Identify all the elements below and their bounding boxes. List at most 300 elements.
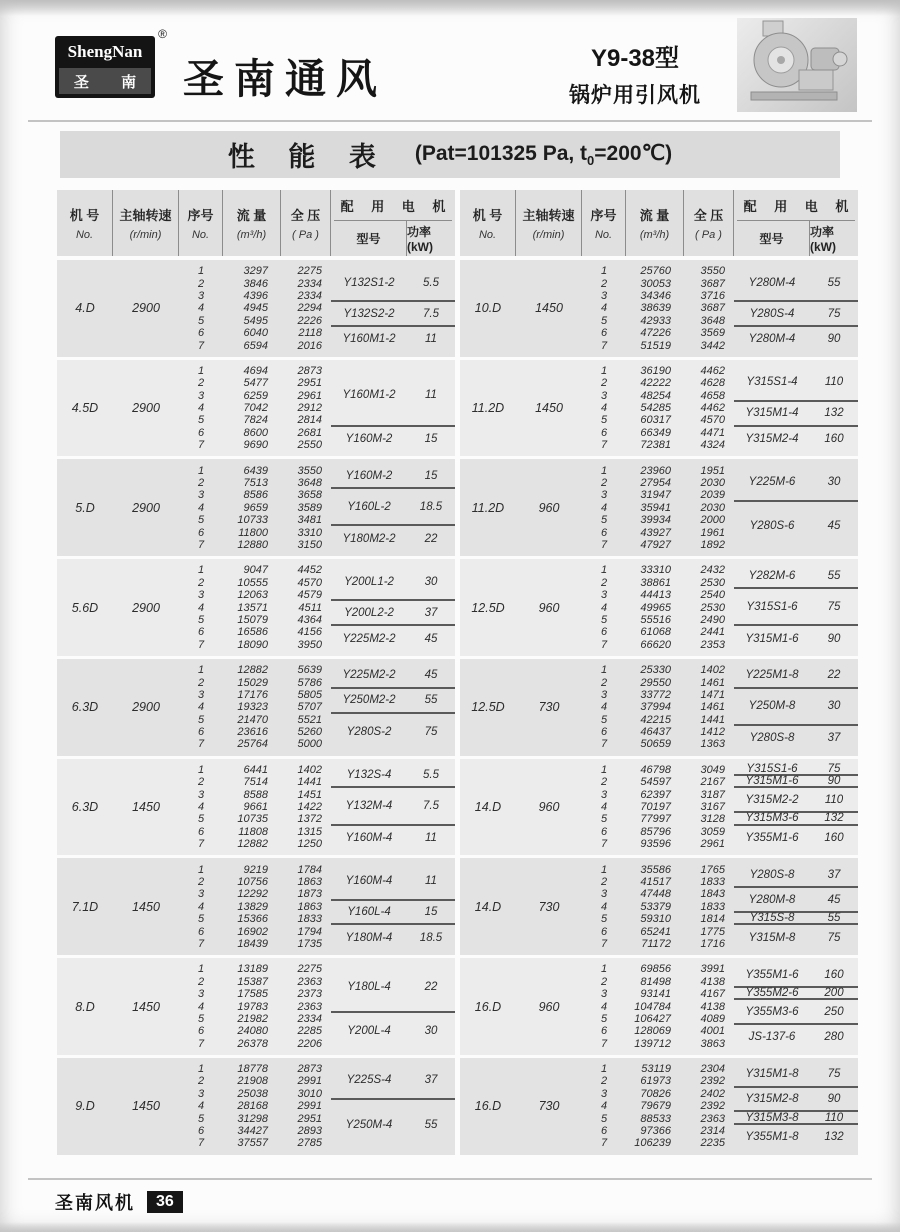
row-pressure: 3128: [700, 813, 725, 826]
row-seq: 3: [600, 289, 608, 302]
row-flow: 53379: [640, 900, 671, 913]
row-pressure: 2363: [297, 975, 322, 988]
row-flow: 88533: [640, 1112, 671, 1125]
machine-no: 4.D: [75, 301, 95, 316]
machine-no: 11.2D: [471, 401, 505, 416]
row-pressure: 2334: [297, 277, 322, 290]
motor-power: 30: [810, 464, 858, 501]
row-flow: 7042: [243, 402, 268, 415]
row-seq: 6: [600, 925, 608, 938]
page-title: 圣南通风: [183, 56, 387, 102]
motor-model: JS-137-6: [748, 1031, 796, 1044]
row-flow: 54285: [640, 402, 671, 415]
motor-model: Y225M-6: [734, 464, 810, 501]
row-seq: 5: [197, 514, 205, 527]
col-header-speed: 主轴转速 (r/min): [516, 190, 582, 256]
motor-power: 37: [827, 732, 841, 745]
motor-model: Y315M2-4: [745, 433, 799, 446]
row-pressure: 2039: [700, 489, 725, 502]
row-seq: 3: [197, 888, 205, 901]
motor-model: Y250M-4: [345, 1118, 393, 1131]
row-seq: 7: [197, 1137, 205, 1150]
motor-model: Y200L2-2: [331, 601, 407, 626]
machine-no: 5.6D: [71, 600, 99, 615]
row-seq: 5: [600, 1012, 608, 1025]
row-pressure: 4570: [700, 414, 725, 427]
row-seq: 1: [600, 364, 608, 377]
performance-title-bar: [60, 131, 840, 178]
row-pressure: 3150: [297, 539, 322, 551]
row-seq: 3: [600, 788, 608, 801]
row-seq: 7: [600, 838, 608, 851]
row-pressure: 1765: [700, 863, 725, 876]
row-pressure: 3648: [700, 314, 725, 327]
row-flow: 13571: [237, 601, 268, 614]
row-seq: 5: [197, 414, 205, 427]
motor-power: 11: [407, 863, 455, 900]
row-pressure: 1833: [297, 913, 322, 926]
row-pressure: 3687: [700, 302, 725, 315]
row-seq: 6: [600, 327, 608, 340]
row-pressure: 1735: [297, 937, 322, 950]
row-seq: 2: [197, 975, 205, 988]
row-pressure: 3569: [700, 327, 725, 340]
row-flow: 10733: [237, 514, 268, 527]
row-seq: 3: [600, 389, 608, 402]
row-pressure: 4324: [700, 439, 725, 452]
row-pressure: 1441: [297, 776, 322, 789]
row-pressure: 1843: [700, 888, 725, 901]
row-seq: 3: [600, 1087, 608, 1100]
motor-power: 18.5: [407, 489, 455, 526]
shaft-speed: 1450: [535, 401, 563, 416]
row-flow: 34427: [237, 1125, 268, 1138]
row-flow: 31298: [237, 1112, 268, 1125]
table-header: [57, 190, 455, 256]
row-seq: 7: [600, 1137, 608, 1150]
row-seq: 7: [197, 937, 205, 950]
table-section: [460, 1058, 858, 1155]
row-flow: 35586: [640, 863, 671, 876]
row-flow: 66620: [640, 638, 671, 651]
row-flow: 60317: [640, 414, 671, 427]
row-pressure: 5639: [297, 664, 322, 677]
row-seq: 1: [197, 265, 205, 278]
col-header-motor-power: 功率(kW): [810, 225, 836, 254]
motor-model: Y280M-4: [748, 333, 796, 346]
motor-power: 30: [810, 689, 858, 726]
machine-no: 8.D: [75, 999, 95, 1014]
row-flow: 10555: [237, 576, 268, 589]
row-seq: 5: [600, 314, 608, 327]
row-seq: 7: [197, 339, 205, 352]
row-flow: 7824: [243, 414, 268, 427]
row-pressure: 2432: [700, 564, 725, 577]
row-seq: 1: [600, 664, 608, 677]
row-flow: 15387: [237, 975, 268, 988]
row-pressure: 2392: [700, 1100, 725, 1113]
row-pressure: 1412: [700, 726, 725, 739]
motor-power: 250: [810, 1000, 858, 1025]
row-pressure: 4138: [700, 1000, 725, 1013]
row-flow: 9219: [243, 863, 268, 876]
row-seq: 5: [600, 613, 608, 626]
row-seq: 4: [197, 302, 205, 315]
row-flow: 33772: [640, 688, 671, 701]
row-seq: 2: [197, 576, 205, 589]
table-section: [57, 958, 455, 1055]
row-flow: 13189: [237, 963, 268, 976]
motor-power: 132: [810, 402, 858, 427]
row-flow: 25760: [640, 265, 671, 278]
row-seq: 2: [600, 1075, 608, 1088]
motor-power: 55: [810, 265, 858, 302]
motor-power: 18.5: [419, 931, 443, 944]
row-flow: 59310: [640, 913, 671, 926]
row-flow: 4694: [243, 364, 268, 377]
header-divider: [28, 120, 872, 122]
performance-table-left: [57, 190, 455, 1158]
shaft-speed: 1450: [535, 301, 563, 316]
row-flow: 9659: [243, 501, 268, 514]
product-subtitle: 锅炉用引风机: [569, 84, 701, 107]
row-pressure: 2530: [700, 601, 725, 614]
row-pressure: 1471: [700, 688, 725, 701]
row-flow: 33310: [640, 564, 671, 577]
row-flow: 44413: [640, 589, 671, 602]
row-seq: 7: [197, 1037, 205, 1050]
col-header-machine: 机 号 No.: [57, 190, 113, 256]
row-pressure: 2550: [297, 439, 322, 452]
row-flow: 139712: [634, 1037, 671, 1050]
row-pressure: 1833: [700, 875, 725, 888]
row-pressure: 2530: [700, 576, 725, 589]
row-flow: 37557: [237, 1137, 268, 1150]
row-flow: 69856: [640, 963, 671, 976]
row-flow: 25764: [237, 738, 268, 751]
row-flow: 18090: [237, 638, 268, 651]
row-seq: 2: [600, 975, 608, 988]
row-flow: 4396: [243, 289, 268, 302]
motor-model: Y225M2-2: [342, 632, 396, 645]
row-flow: 81498: [640, 975, 671, 988]
motor-model: Y315M1-4: [734, 402, 810, 427]
motor-model: Y180M-4: [345, 931, 393, 944]
row-flow: 37994: [640, 701, 671, 714]
row-flow: 61973: [640, 1075, 671, 1088]
row-pressure: 1250: [297, 838, 322, 851]
motor-model: Y315S-8: [734, 913, 810, 925]
row-pressure: 1794: [297, 925, 322, 938]
row-flow: 8600: [243, 426, 268, 439]
row-seq: 5: [600, 514, 608, 527]
row-flow: 28168: [237, 1100, 268, 1113]
table-section: [460, 858, 858, 955]
row-pressure: 4511: [298, 601, 322, 614]
row-pressure: 1402: [297, 763, 322, 776]
row-flow: 6594: [243, 339, 268, 352]
row-flow: 54597: [640, 776, 671, 789]
row-flow: 5495: [243, 314, 268, 327]
row-pressure: 1833: [700, 900, 725, 913]
motor-power: 55: [810, 913, 858, 925]
row-pressure: 2540: [700, 589, 725, 602]
brand-logo-latin: ShengNan: [67, 42, 143, 62]
row-flow: 47927: [640, 539, 671, 551]
motor-power: 110: [810, 788, 858, 813]
row-seq: 7: [197, 638, 205, 651]
row-seq: 5: [197, 1112, 205, 1125]
table-section: [57, 559, 455, 656]
machine-no: 12.5D: [471, 700, 505, 715]
row-seq: 7: [600, 539, 608, 551]
row-pressure: 2392: [700, 1075, 725, 1088]
row-seq: 2: [197, 776, 205, 789]
row-seq: 7: [600, 937, 608, 950]
row-seq: 3: [600, 688, 608, 701]
machine-no: 4.5D: [71, 401, 99, 416]
motor-power: 75: [424, 726, 438, 739]
row-pressure: 1461: [700, 676, 725, 689]
motor-model: Y280S-8: [734, 863, 810, 888]
row-pressure: 3049: [700, 763, 725, 776]
table-section: [57, 260, 455, 357]
row-flow: 23616: [237, 726, 268, 739]
row-flow: 79679: [640, 1100, 671, 1113]
motor-model: Y132S-4: [331, 764, 407, 789]
row-pressure: 3658: [297, 489, 322, 502]
row-seq: 1: [600, 564, 608, 577]
row-pressure: 2912: [297, 402, 322, 415]
row-seq: 4: [197, 801, 205, 814]
row-seq: 4: [600, 501, 608, 514]
row-flow: 17176: [237, 688, 268, 701]
row-seq: 4: [600, 900, 608, 913]
performance-table-right: [460, 190, 858, 1158]
motor-power: 45: [424, 632, 438, 645]
row-pressure: 4364: [297, 613, 322, 626]
row-flow: 36190: [640, 364, 671, 377]
row-pressure: 3950: [297, 638, 322, 651]
row-pressure: 3167: [700, 801, 725, 814]
row-seq: 6: [600, 426, 608, 439]
col-header-flow: 流 量 (m³/h): [626, 190, 684, 256]
shaft-speed: 1450: [132, 800, 160, 815]
motor-power: 15: [407, 901, 455, 926]
row-flow: 104784: [634, 1000, 671, 1013]
table-section: [57, 459, 455, 556]
motor-power: 75: [810, 589, 858, 626]
row-seq: 2: [197, 277, 205, 290]
shaft-speed: 730: [538, 1099, 560, 1114]
row-pressure: 2016: [297, 339, 322, 352]
machine-no: 14.D: [474, 800, 502, 815]
row-flow: 77997: [640, 813, 671, 826]
row-pressure: 1892: [700, 539, 725, 551]
motor-model: Y280S-4: [734, 302, 810, 327]
row-flow: 4945: [243, 302, 268, 315]
row-flow: 38861: [640, 576, 671, 589]
row-seq: 1: [600, 763, 608, 776]
row-pressure: 1775: [700, 925, 725, 938]
motor-power: 280: [824, 1031, 844, 1044]
row-seq: 7: [600, 738, 608, 751]
motor-power: 55: [424, 1118, 438, 1131]
performance-title: 性 能 表: [227, 142, 389, 172]
row-pressure: 2275: [297, 963, 322, 976]
row-pressure: 1363: [700, 738, 725, 751]
col-header-flow: 流 量 (m³/h): [223, 190, 281, 256]
col-header-seq: 序号 No.: [582, 190, 626, 256]
motor-model: Y160M-4: [331, 863, 407, 900]
motor-model: Y132M-4: [331, 788, 407, 825]
page-number: 36: [147, 1191, 183, 1213]
row-flow: 49965: [640, 601, 671, 614]
motor-model: Y132S1-2: [331, 265, 407, 302]
motor-power: 90: [827, 333, 841, 346]
row-pressure: 1873: [297, 888, 322, 901]
row-seq: 3: [600, 489, 608, 502]
row-seq: 5: [197, 713, 205, 726]
row-pressure: 2226: [297, 314, 322, 327]
table-header: [460, 190, 858, 256]
row-flow: 21982: [237, 1012, 268, 1025]
row-seq: 1: [197, 364, 205, 377]
row-flow: 26378: [237, 1037, 268, 1050]
machine-no: 16.D: [474, 1099, 502, 1114]
shaft-speed: 2900: [132, 600, 160, 615]
row-seq: 4: [600, 601, 608, 614]
motor-model: Y250M2-2: [331, 689, 407, 714]
row-flow: 24080: [237, 1025, 268, 1038]
motor-model: Y280S-8: [749, 732, 795, 745]
row-flow: 128069: [634, 1025, 671, 1038]
shaft-speed: 2900: [132, 401, 160, 416]
motor-model: Y282M-6: [734, 564, 810, 589]
row-flow: 72381: [640, 439, 671, 452]
row-seq: 3: [197, 289, 205, 302]
col-header-motor-power: 功率(kW): [407, 225, 433, 254]
row-pressure: 3550: [297, 464, 322, 477]
table-section: [460, 459, 858, 556]
row-seq: 6: [600, 825, 608, 838]
motor-power: 30: [407, 564, 455, 601]
test-conditions: (Pat=101325 Pa, $t_0=200℃$): [414, 141, 673, 169]
motor-model: Y225M1-8: [734, 664, 810, 689]
row-pressure: 2363: [297, 1000, 322, 1013]
row-seq: 5: [197, 913, 205, 926]
motor-power: 7.5: [407, 302, 455, 327]
row-pressure: 2402: [700, 1087, 725, 1100]
motor-power: 90: [827, 632, 841, 645]
row-seq: 2: [197, 875, 205, 888]
row-pressure: 4138: [700, 975, 725, 988]
footer: [55, 1189, 183, 1215]
row-pressure: 1315: [297, 825, 322, 838]
row-seq: 6: [197, 1025, 205, 1038]
machine-no: 5.D: [75, 500, 95, 515]
motor-power: 75: [810, 764, 858, 776]
row-pressure: 2873: [297, 1063, 322, 1076]
row-seq: 4: [600, 1100, 608, 1113]
row-pressure: 2353: [700, 638, 725, 651]
row-seq: 7: [197, 838, 205, 851]
row-flow: 7513: [243, 477, 268, 490]
table-section: [460, 759, 858, 856]
row-pressure: 5260: [297, 726, 322, 739]
motor-model: Y160M-2: [345, 433, 393, 446]
row-flow: 9661: [243, 801, 268, 814]
machine-no: 14.D: [474, 899, 502, 914]
row-seq: 4: [197, 900, 205, 913]
row-pressure: 3481: [297, 514, 322, 527]
row-seq: 7: [600, 439, 608, 452]
row-flow: 6439: [243, 464, 268, 477]
fan-illustration: [737, 18, 857, 112]
row-flow: 53119: [641, 1063, 671, 1076]
row-pressure: 2490: [700, 613, 725, 626]
row-flow: 19783: [237, 1000, 268, 1013]
table-section: [57, 659, 455, 756]
motor-power: 55: [810, 564, 858, 589]
row-seq: 2: [197, 676, 205, 689]
motor-model: Y160M-2: [331, 464, 407, 489]
row-pressure: 2991: [297, 1100, 322, 1113]
row-pressure: 5707: [297, 701, 322, 714]
row-seq: 6: [197, 1125, 205, 1138]
row-seq: 2: [600, 377, 608, 390]
product-model: Y9-38型: [590, 45, 680, 72]
table-section: [57, 858, 455, 955]
motor-model: Y355M1-6: [745, 832, 799, 845]
motor-power: 200: [810, 988, 858, 1000]
machine-no: 12.5D: [471, 600, 505, 615]
row-flow: 47226: [640, 327, 671, 340]
motor-model: Y225S-4: [331, 1063, 407, 1100]
row-seq: 4: [600, 402, 608, 415]
row-seq: 3: [600, 888, 608, 901]
row-flow: 55516: [640, 613, 671, 626]
row-seq: 7: [197, 439, 205, 452]
row-flow: 38639: [640, 302, 671, 315]
col-header-motor-sub: [331, 221, 455, 256]
motor-model: Y315M1-6: [745, 632, 799, 645]
row-pressure: 4167: [700, 988, 725, 1001]
row-seq: 7: [600, 339, 608, 352]
row-pressure: 5805: [297, 688, 322, 701]
row-seq: 5: [197, 314, 205, 327]
row-seq: 1: [600, 1063, 608, 1076]
col-header-motor-sub: [734, 221, 858, 256]
row-pressure: 2951: [297, 1112, 322, 1125]
row-seq: 4: [600, 1000, 608, 1013]
row-seq: 7: [600, 638, 608, 651]
row-flow: 11800: [238, 526, 268, 539]
row-seq: 2: [600, 277, 608, 290]
motor-power: 22: [424, 532, 438, 545]
motor-power: 160: [824, 832, 844, 845]
row-flow: 10756: [237, 875, 268, 888]
row-flow: 31947: [640, 489, 671, 502]
row-pressure: 2373: [297, 988, 322, 1001]
machine-no: 16.D: [474, 999, 502, 1014]
motor-model: Y315M2-8: [734, 1088, 810, 1113]
row-pressure: 4462: [700, 402, 725, 415]
motor-power: 110: [810, 365, 858, 402]
row-pressure: 3442: [700, 339, 725, 352]
motor-power: 90: [810, 776, 858, 788]
row-seq: 1: [197, 763, 205, 776]
